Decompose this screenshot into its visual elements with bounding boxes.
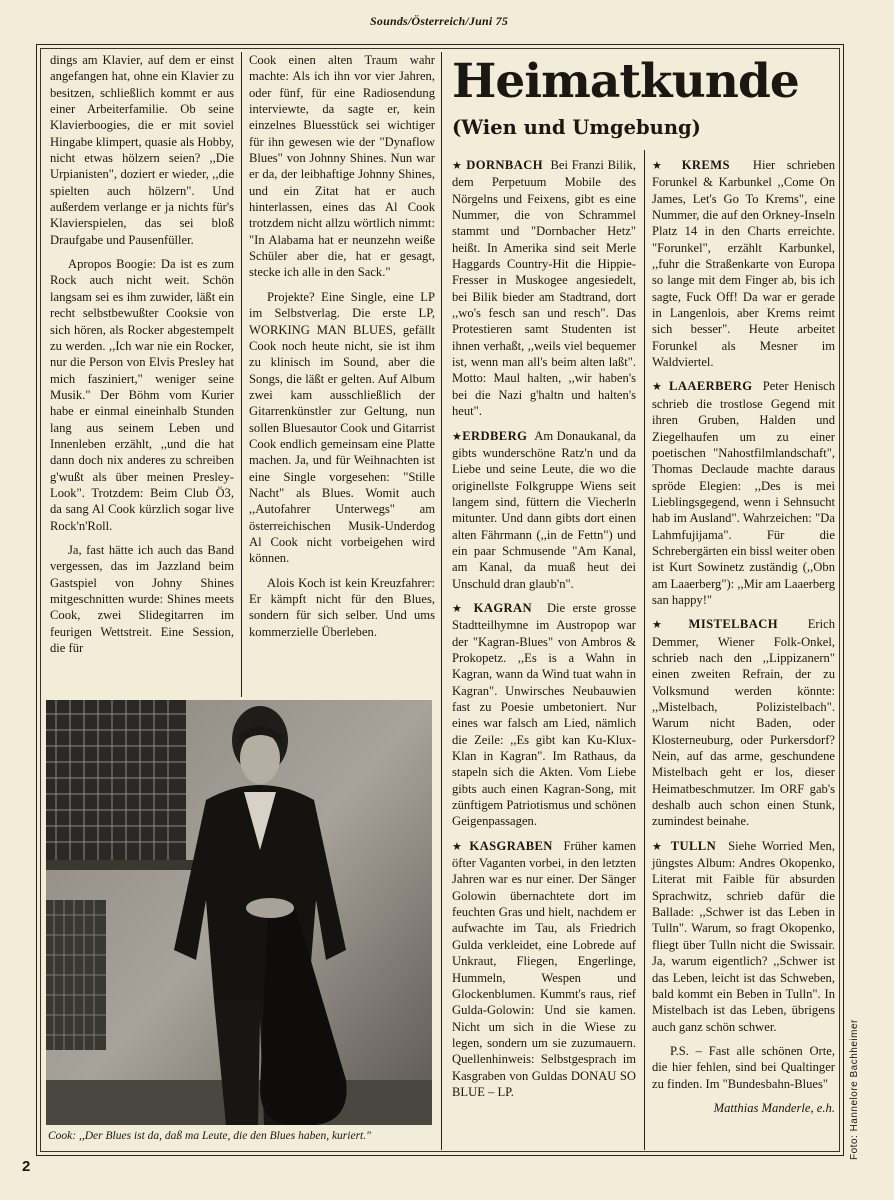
- entry-text: Erich Demmer, Wiener Folk-Onkel, schrieb nach den ,,Lippizanern" einen zweiten Refrain, der zu Volksmund werden könnte: ,,Mistelbach, Polizistelbach". Warum nicht Baden, oder Klosterneuburg, oder Purkersdorf? Nein, auf das arme, geschundene Mistelbach geht er los, dieser Heimatbeschmutzer. Im ORF gab's deshalb auch schon einen Stunk, zumindest beinahe.: [652, 617, 835, 829]
- photo-credit: Foto: Hannelore Bachheimer: [849, 1019, 860, 1160]
- star-icon: ★: [452, 430, 463, 443]
- photo-illustration: [46, 700, 432, 1125]
- paragraph: Alois Koch ist kein Kreuzfahrer: Er kämpft nicht für den Blues, sondern für sich selber. Und ums kommerzielle Überleben.: [249, 575, 435, 639]
- entry-laaerberg: [652, 378, 835, 608]
- column-rule: [441, 52, 442, 1150]
- article-column-4: [652, 157, 835, 1124]
- article-column-3: [452, 157, 636, 1108]
- paragraph: Cook einen alten Traum wahr machte: Als ich ihn vor vier Jahren, oder fünf, für eine Radiosendung interviewte, da sagte er, kein einzelnes Bluesstück sei wichtiger für ihn gewesen wie der "Dynaflow Blues" von Johnny Shines. Nun war er da, der leibhaftige Johnny Shines, und ein Zitat hat er auch hinterlassen, eines das Al Cook trotzdem nicht allzu wörtlich nimmt: "In Alabama hat er neunzehn weiße Schüler aber die, hat er gesagt, stecke ich alle in den Sack.": [249, 53, 435, 280]
- entry-krems: [652, 157, 835, 370]
- star-icon: ★: [452, 602, 467, 615]
- column-rule: [644, 150, 645, 1150]
- article-column-1: [50, 52, 234, 664]
- running-header: Sounds/Österreich/Juni 75: [370, 14, 509, 28]
- entry-text: Früher kamen öfter Vaganten vorbei, in den letzten Jahren war es nur einer. Der Sänger Golowin übernachtete dort im feuchten Gras und hielt, nachdem er aufwachte im Tau, als Friedrich Gulda verkleidet, eine Lobrede auf Unkraut, Fliegen, Engerlinge, Hummeln, Wespen und Glockenblumen. Kummt's raus, rief Gulda-Golowin: Und sie kamen. Nicht um sich in die Wiese zu legen, sondern um sie zuzumauern. Quellenhinweis: Selbstgesprach im Kasgraben von Guldas DONAU SO BLUE – LP.: [452, 838, 636, 1099]
- entry-heading: TULLN: [670, 838, 717, 853]
- subheadline: (Wien und Umgebung): [452, 116, 701, 139]
- star-icon: ★: [652, 619, 674, 632]
- column-rule: [241, 52, 242, 697]
- entry-heading: DORNBACH: [466, 158, 543, 172]
- photo-al-cook: [46, 700, 432, 1125]
- author-signature: Matthias Manderle, e.h.: [713, 1100, 835, 1115]
- photo-caption: Cook: ,,Der Blues ist da, daß ma Leute, die den Blues haben, kuriert.": [48, 1130, 371, 1142]
- paragraph: Apropos Boogie: Da ist es zum Rock auch nicht weit. Schön langsam sei es ihm zuwider, läßt ein recht selbstbewußter Cooksie von sich hören, als Rocker abgestempelt zu werden. ,,Ich war nie ein Rocker, nur die Person von Elvis Presley hat mich fasziniert," weniger seine Musik." Der Böhm vom Kurier habe er einmal eineinhalb Stunden lang aus seinem Leben und Innenleben erzählt, ,,und die hat dann doch nix anderes zu schreiben g'wußt als über meinen Presley-Look". Trotzdem: Beim Club Ö3, da sang Al Cook kürzlich sogar live Rock'n'Roll.: [50, 257, 234, 533]
- paragraph: Ja, fast hätte ich auch das Band vergessen, das im Jazzland beim Gastspiel von Johny Shines mitgeschnitten wurde: Shines meets Cook, zwei Slidegitarren im feurigen Wettstreit. Eine Session, die für: [50, 542, 234, 656]
- entry-text: Am Donaukanal, da gibts wunderschöne Ratz'n und da Liebe und seine Leute, die wo die originellste Folkgruppe Wiens seit langem sind, füttern die Viecherln mitunter. Und dann gibts dort einen alten Fährmann (,,in de Fettn") und ein paar Schmusende "Am Kanal, am Kanal, da muaß heut dei Unschuld dran glaub'n".: [452, 428, 636, 591]
- entry-kagran: [452, 600, 636, 830]
- entry-heading: MISTELBACH: [688, 617, 778, 632]
- entry-text: Siehe Worried Men, jüngstes Album: Andres Okopenko, Literat mit Faible für absurden Sprachwitz, schrieb dafür die Ballade: ,,Schwer ist das Leben in Tulln". Warum, so fragt Okopenko, fliegt über Tulln nicht die Swissair. Ja, warum eigentlich? ,,Schwer ist das Leben, leicht ist das Schweben, bald kommt ein Beben in Tulln". In Mistelbach ist das Leben, übrigens auch ganz schön schwer.: [652, 838, 835, 1034]
- star-icon: ★: [452, 160, 463, 172]
- entry-text: Die erste grosse Stadtteilhymne im Austropop war der "Kagran-Blues" von Ambros & Prokopetz. ,,Es is a Wahn in Kagran, wann da Wind tuat wahn in Kagran". Unwirsches Neubauwien fast zu Poesie umbetoniert. Nur eines war falsch am Lied, nämlich die Zeile: ,,Es gibt kan Ku-Klux-Klan in Kagran". Im Rathaus, da stapeln sich die Akten. Vom Liebe gibts auch einen Kagran-Song, mit zünftigem Patriotismus und schönen Geigenpassagen.: [452, 600, 636, 829]
- entry-heading: KREMS: [681, 158, 730, 172]
- star-icon: ★: [452, 840, 465, 853]
- entry-heading: ERDBERG: [462, 428, 528, 443]
- entry-heading: KASGRABEN: [469, 838, 553, 853]
- page-number: 2: [22, 1158, 31, 1175]
- entry-text: Hier schrieben Forunkel & Karbunkel ,,Come On James, Let's Go To Krems", eine Nummer, die auf den Orkney-Inseln Platz 14 in den Charts erreichte. "Forunkel", erzählt Karbunkel, ,,fuhr die Straßenkarte von Europa so lange mit dem Finger ab, bis ich sagte, Fuck Off! Da war er gerade in Langenlois, aber Krems reimt sich besser". Heute arbeitet Forunkel als Mesner im Waldviertel.: [652, 158, 835, 370]
- entry-kasgraben: [452, 838, 636, 1101]
- entry-mistelbach: [652, 616, 835, 829]
- article-column-2: [249, 52, 435, 648]
- entry-text: Bei Franzi Bilik, dem Perpetuum Mobile des Nörgelns und Feixens, gibt es eine Nummer, die von Schrammel stammt und "Dornbacher Hetz" heißt. In Amerika sind seit Merle Haggards Country-Hit die Hippie-Fresser in Muskogee angesiedelt, bei Bilik bieder am Stadtrand, dort ,,wo's fesch san und resch". Das Protestieren samt Studenten ist ihnen verhaßt, ,,weils viel bequemer ist, wenn man all's beim alten laßt". Motto: Maul halten, ,,wir haben's bei die Nazi g'haltn und halten's heut".: [452, 158, 636, 419]
- entry-heading: LAAERBERG: [669, 379, 753, 394]
- star-icon: ★: [652, 840, 665, 853]
- headline: Heimatkunde: [452, 54, 799, 109]
- entry-text: Peter Henisch schrieb die trostlose Gegend mit ihren Gruben, Halden und Ziegelhaufen um zu einer poetischen "Nahostfilmlandschaft", Thomas Declaude machte daraus spröde Elegien: ,,Des is mei Lieblingsgegend, wenn i Sehnsucht hab im Ausland". Wahrzeichen: "Da Lahmfujijama". Für die Schrebergärten ein bissl weiter oben ist Kurt Sowinetz zuständig (,,Obn am Laaerberg"): ,,Mir am Laaerberg san happy!": [652, 379, 836, 607]
- entry-erdberg: [452, 428, 636, 592]
- entry-heading: KAGRAN: [473, 600, 533, 615]
- entry-dornbach: [452, 157, 636, 420]
- paragraph: Projekte? Eine Single, eine LP im Selbstverlag. Die erste LP, WORKING MAN BLUES, gefällt Cook noch heute nicht, sie ist ihm zu klinisch im Sound, aber die Songs, die läßt er gelten. Auf Album zwei kam ausschließlich der Gitarrenkünstler zur Geltung, nun sollen Bluesautor Cook und Gitarrist Cook endlich gemeinsam eine Platte machen. Ja, und für Weihnachten ist eine Single vorgesehen: "Stille Nacht" als Blues. Womit auch ,,Autofahrer Unterwegs" am österreichischen Musik-Underdog Al Cook nicht vorbeigehen wird können.: [249, 289, 435, 566]
- star-icon: ★: [652, 381, 664, 394]
- entry-tulln: [652, 838, 835, 1035]
- postscript: P.S. – Fast alle schönen Orte, die hier fehlen, sind bei Qualtinger zu finden. Im "Bundesbahn-Blues": [652, 1043, 835, 1091]
- paragraph: dings am Klavier, auf dem er einst angefangen hat, ohne ein Klavier zu besitzen, schließlich kommt er aus einer Arbeiterfamilie. Ob seine Klavierboogies, die er mit soviel Hingabe klimpert, quasie als Hobby, nicht etwas hölzern seien? ,,Die Urpianisten", doziert er wieder, ,,die spielten auch hölzern". Und außerdem verlange er ja nichts für's Klavierspielen, das sei bloß Draufgabe und Pausenfüller.: [50, 53, 234, 247]
- star-icon: ★: [652, 160, 671, 172]
